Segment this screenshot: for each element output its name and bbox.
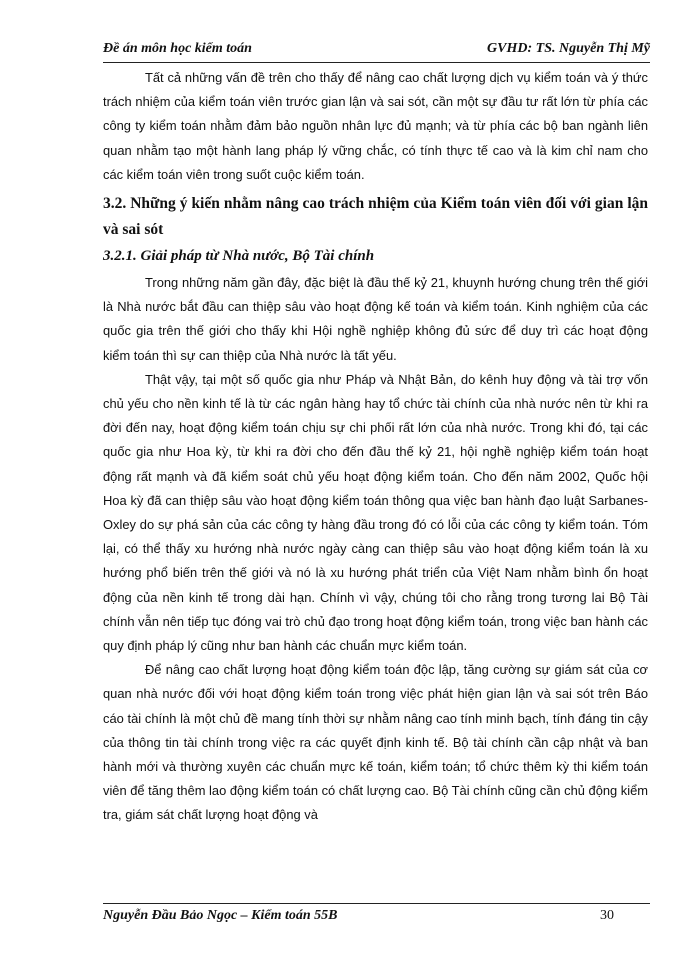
header-supervisor: GVHD: TS. Nguyễn Thị Mỹ [487,41,650,56]
document-body [103,66,648,828]
paragraph-3: Để nâng cao chất lượng hoạt động kiểm toán độc lập, tăng cường sự giám sát của cơ quan nhà nước đối với hoạt động kiểm toán trong việc phát hiện gian lận và sai sót trên Báo cáo tài chính là một chủ đề mang tính thời sự nhằm nâng cao tính minh bạch, tính đáng tin cậy của thông tin tài chính trong việc ra các quyết định kinh tế. Bộ tài chính cần cập nhật và ban hành mới và thường xuyên các chuẩn mực kế toán, kiểm toán; tổ chức thêm kỳ thi kiểm toán viên để tăng thêm lao động kiểm toán có chất lượng cao. Bộ Tài chính cũng cần chủ động kiểm tra, giám sát chất lượng hoạt động và [103,662,648,823]
subsection-heading: 3.2.1. Giải pháp từ Nhà nước, Bộ Tài chính [103,248,375,265]
page-number: 30 [600,908,614,923]
paragraph-1: Trong những năm gần đây, đặc biệt là đầu thế kỷ 21, khuynh hướng chung trên thế giới là Nhà nước bắt đầu can thiệp sâu vào hoạt động kế toán và kiểm toán. Kinh nghiệm của các quốc gia trên thế giới cho thấy khi Hội nghề nghiệp không đủ sức để duy trì các hoạt động kiểm toán thì sự can thiệp của Nhà nước là tất yếu. [103,275,648,363]
intro-paragraph: Tất cả những vấn đề trên cho thấy để nâng cao chất lượng dịch vụ kiểm toán và ý thức trách nhiệm của kiểm toán viên trước gian lận và sai sót, cần một sự đầu tư rất lớn từ phía các công ty kiểm toán nhằm đảm bảo nguồn nhân lực đủ mạnh; và từ phía các bộ ban ngành liên quan nhằm tạo một hành lang pháp lý vững chắc, có tính thực tế cao và là kim chỉ nam cho các kiểm toán viên trong suốt cuộc kiểm toán. [103,70,648,182]
page-footer [103,903,650,923]
section-heading: 3.2. Những ý kiến nhằm nâng cao trách nhiệm của Kiểm toán viên đối với gian lận và sai sót [103,195,648,239]
footer-author: Nguyễn Đầu Bảo Ngọc – Kiểm toán 55B [103,908,338,923]
paragraph-2: Thật vậy, tại một số quốc gia như Pháp và Nhật Bản, do kênh huy động và tài trợ vốn chủ yếu cho nền kinh tế là từ các ngân hàng hay tổ chức tài chính của nhà nước nên từ khi ra đời đến nay, hoạt động kiểm toán chịu sự chi phối rất lớn của nhà nước. Trong khi đó, tại các quốc gia như Hoa kỳ, từ khi ra đời cho đến đầu thế kỷ 21, hội nghề nghiệp kiểm toán hoạt động rất mạnh và đã kiểm soát chủ yếu hoạt động kiểm toán. Cho đến năm 2002, Quốc hội Hoa kỳ đã can thiệp sâu vào hoạt động kiểm toán thông qua việc ban hành đạo luật Sarbanes-Oxley do sự phá sản của các công ty hàng đầu trong đó có lỗi của các công ty kiểm toán. Tóm lại, có thể thấy xu hướng nhà nước ngày càng can thiệp sâu vào hoạt động kiểm toán là xu hướng phổ biến trên thế giới và nó là xu hướng phát triển của Việt Nam nhằm bình ổn hoạt động của nền kinh tế trong dài hạn. Chính vì vậy, chúng tôi cho rằng trong tương lai Bộ Tài chính vẫn nên tiếp tục đóng vai trò chủ đạo trong hoạt động kiểm toán, trong việc ban hành các quy định pháp lý cũng như ban hành các chuẩn mực kiểm toán. [103,371,648,654]
header-course-title: Đề án môn học kiểm toán [103,41,252,56]
page-header [103,38,650,63]
